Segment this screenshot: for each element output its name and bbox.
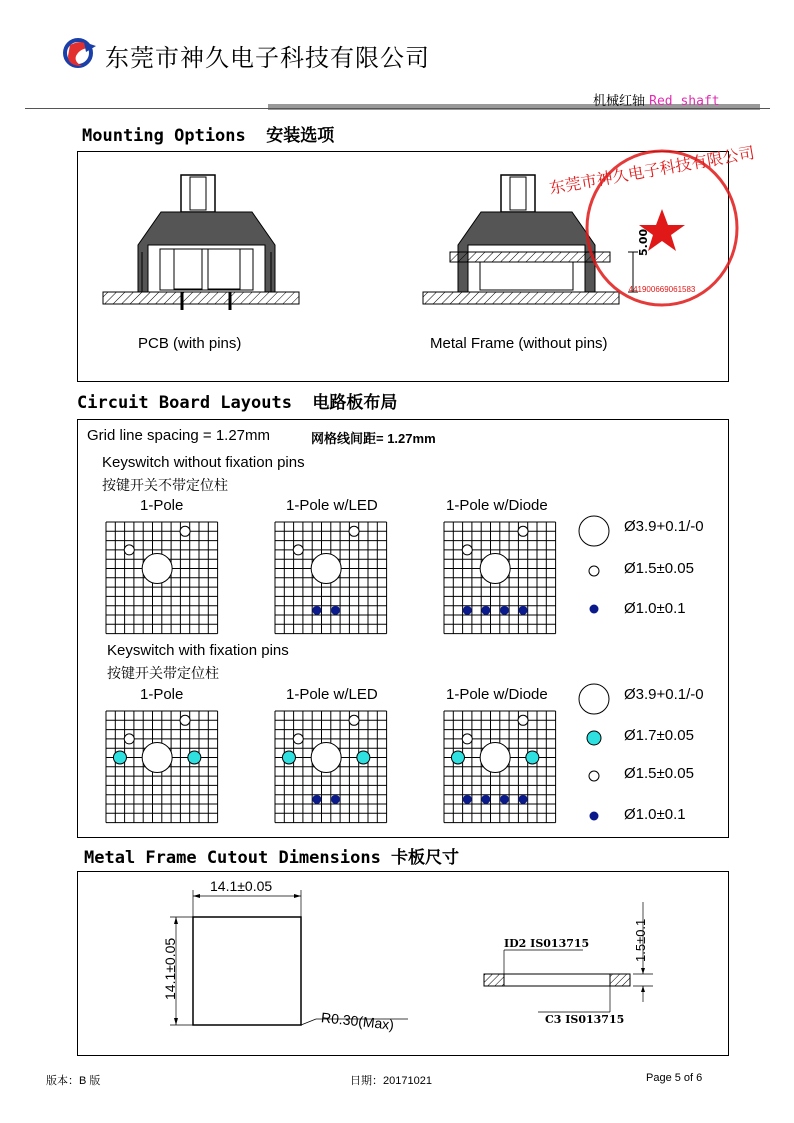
doc-tag (593, 90, 720, 109)
pole-label-diode: 1-Pole w/Diode (446, 497, 548, 514)
diode-pin-dot (481, 795, 490, 804)
pole-label-led-b: 1-Pole w/LED (286, 686, 378, 703)
fixation-hole (526, 751, 539, 764)
grid-spacing-text: Grid line spacing = 1.27mm (87, 427, 271, 444)
doc-tag-en: Red shaft (649, 94, 720, 109)
legend-fixation-circle (587, 731, 601, 745)
grid-spacing-cn: 网格线间距= 1.27mm (311, 431, 436, 446)
center-hole (480, 554, 510, 584)
doc-tag-cn: 机械红轴 (593, 94, 646, 109)
group1-title-cn: 按键开关不带定位柱 (102, 477, 228, 493)
company-logo-icon (62, 36, 102, 70)
pin-hole (518, 526, 528, 536)
legend2-fixation-hole: Ø1.7±0.05 (624, 727, 694, 744)
led-pin-dot (331, 606, 340, 615)
legend-large-circle (579, 684, 609, 714)
pin-hole (462, 734, 472, 744)
legend-large-circle (579, 516, 609, 546)
pin-hole (293, 734, 303, 744)
section-title-mounting: Mounting Options 安装选项 (82, 126, 335, 146)
cutout-box (77, 871, 729, 1056)
center-hole (311, 743, 341, 773)
pin-hole (124, 734, 134, 744)
center-hole (142, 554, 172, 584)
circuit-layouts-box (77, 419, 729, 838)
group2-title-en: Keyswitch with fixation pins (107, 642, 289, 659)
center-hole (142, 743, 172, 773)
pin-hole (349, 526, 359, 536)
pcb-label: PCB (with pins) (138, 335, 242, 352)
metal-frame-label: Metal Frame (without pins) (430, 335, 608, 352)
led-pin-dot (331, 795, 340, 804)
thickness-dimension: 1.5±0.1 (633, 918, 648, 962)
c3-note: C3 IS013715 (545, 1013, 625, 1026)
legend1-small-hole: Ø1.0±0.1 (624, 600, 686, 617)
pcb-mount-drawing (103, 175, 299, 310)
led-pin-dot (312, 606, 321, 615)
diode-pin-dot (481, 606, 490, 615)
pin-hole (518, 715, 528, 725)
diode-pin-dot (463, 795, 472, 804)
company-name: 东莞市神久电子科技有限公司 (105, 44, 430, 72)
pin-hole (180, 526, 190, 536)
legend2-large-hole: Ø3.9+0.1/-0 (624, 686, 704, 703)
section-title-cutout: Metal Frame Cutout Dimensions 卡板尺寸 (84, 848, 460, 868)
fixation-hole (188, 751, 201, 764)
legend-medium-circle (589, 771, 599, 781)
diode-pin-dot (500, 795, 509, 804)
pin-hole (180, 715, 190, 725)
fixation-hole (451, 751, 464, 764)
pin-hole (349, 715, 359, 725)
legend1-medium-hole: Ø1.5±0.05 (624, 560, 694, 577)
fixation-hole (357, 751, 370, 764)
diode-pin-dot (500, 606, 509, 615)
legend1-large-hole: Ø3.9+0.1/-0 (624, 518, 704, 535)
svg-text:441900669061583: 441900669061583 (628, 285, 696, 294)
legend-small-dot (590, 812, 599, 821)
center-hole (311, 554, 341, 584)
section-title-circuit: Circuit Board Layouts 电路板布局 (77, 393, 398, 413)
diode-pin-dot (519, 606, 528, 615)
fixation-hole (282, 751, 295, 764)
pin-hole (124, 545, 134, 555)
group1-title-en: Keyswitch without fixation pins (102, 454, 305, 471)
group2-title-cn: 按键开关带定位柱 (107, 665, 219, 681)
svg-text:东莞市神久电子科技有限公司: 东莞市神久电子科技有限公司 (548, 144, 756, 198)
company-seal-stamp (548, 144, 756, 309)
height-dimension-cutout: 14.1±0.05 (162, 937, 178, 1000)
pole-label-1-b: 1-Pole (140, 686, 184, 703)
pole-label-led: 1-Pole w/LED (286, 497, 378, 514)
pin-hole (293, 545, 303, 555)
corner-radius-note: R0.30(Max) (320, 1009, 395, 1033)
legend-medium-circle (589, 566, 599, 576)
diode-pin-dot (463, 606, 472, 615)
height-dimension: 5.00 (637, 228, 650, 256)
footer-version: 版本：B 版 (46, 1075, 101, 1087)
pole-label-1: 1-Pole (140, 497, 184, 514)
legend2-medium-hole: Ø1.5±0.05 (624, 765, 694, 782)
width-dimension: 14.1±0.05 (210, 878, 273, 894)
footer-date: 日期：20171021 (350, 1075, 432, 1087)
fixation-hole (113, 751, 126, 764)
id2-note: ID2 IS013715 (504, 937, 590, 950)
legend-small-dot (590, 605, 599, 614)
led-pin-dot (312, 795, 321, 804)
pin-hole (462, 545, 472, 555)
pole-label-diode-b: 1-Pole w/Diode (446, 686, 548, 703)
legend2-small-hole: Ø1.0±0.1 (624, 806, 686, 823)
diode-pin-dot (519, 795, 528, 804)
center-hole (480, 743, 510, 773)
footer-page-number: Page 5 of 6 (646, 1072, 703, 1084)
